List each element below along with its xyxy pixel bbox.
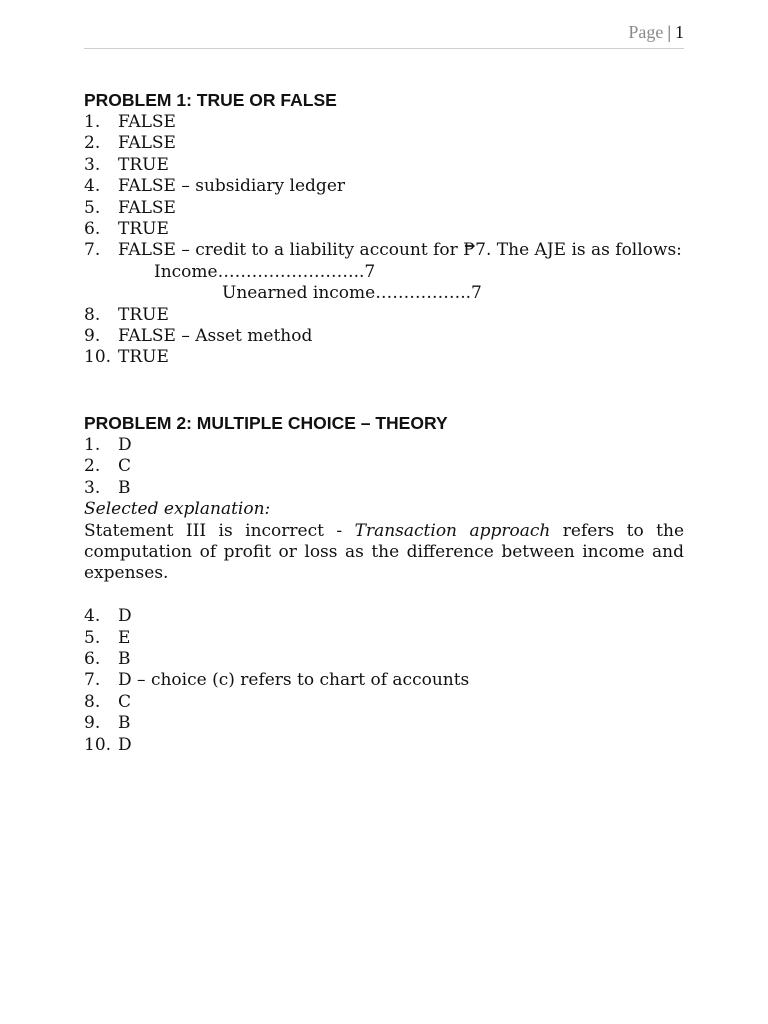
list-item — [84, 478, 684, 499]
item-text: D — [118, 606, 132, 627]
list-item — [84, 347, 684, 368]
item-text: FALSE — [118, 197, 176, 218]
list-item — [84, 133, 684, 154]
explanation-label: Selected explanation: — [84, 499, 271, 520]
item-number: 2. — [84, 133, 101, 154]
item-text: FALSE – credit to a liability account for ₱7. The AJE is as follows: — [118, 240, 682, 261]
list-item — [84, 219, 684, 240]
list-item — [84, 240, 684, 261]
item-number: 8. — [84, 304, 101, 325]
section-spacer — [84, 369, 684, 411]
item-number: 6. — [84, 648, 101, 669]
paragraph-spacer — [84, 585, 684, 606]
explanation-emphasis: Transaction approach — [354, 520, 551, 541]
item-text: C — [118, 691, 132, 712]
problem2-answers-part2 — [84, 606, 684, 756]
item-text: B — [118, 713, 131, 734]
item-number: 10. — [84, 734, 112, 755]
problem2-title: PROBLEM 2: MULTIPLE CHOICE – THEORY — [84, 412, 448, 433]
list-item — [84, 628, 684, 649]
problem1-answers — [84, 112, 684, 369]
item-number: 3. — [84, 477, 101, 498]
page-separator: | — [667, 22, 671, 42]
item-number: 6. — [84, 219, 101, 240]
problem2-answers-part1 — [84, 435, 684, 499]
item-text: FALSE – subsidiary ledger — [118, 176, 346, 197]
list-item — [84, 198, 684, 219]
problem1-title: PROBLEM 1: TRUE OR FALSE — [84, 90, 337, 110]
item-text: D — [118, 434, 132, 455]
list-item — [84, 176, 684, 197]
item-number: 5. — [84, 627, 101, 648]
item-text: TRUE — [118, 347, 169, 368]
aje-debit-line: Income……………………..7 — [154, 261, 376, 282]
item-text: TRUE — [118, 219, 169, 240]
list-item — [84, 112, 684, 133]
item-number: 3. — [84, 154, 101, 175]
page-header — [84, 22, 684, 49]
list-item — [84, 305, 684, 326]
item-number: 2. — [84, 456, 101, 477]
item-text: D – choice (c) refers to chart of accounts — [118, 670, 470, 691]
list-item — [84, 735, 684, 756]
item-number: 7. — [84, 240, 101, 261]
item-number: 1. — [84, 112, 101, 132]
explanation-text-1: Statement III is incorrect - — [84, 520, 355, 541]
item-number: 5. — [84, 197, 101, 218]
explanation-paragraph — [84, 521, 684, 585]
item-number: 1. — [84, 434, 101, 455]
item-text: D — [118, 734, 132, 755]
list-item — [84, 155, 684, 176]
list-item — [84, 435, 684, 456]
item-text: B — [118, 648, 131, 669]
item-number: 4. — [84, 176, 101, 197]
list-item — [84, 713, 684, 734]
item-number: 4. — [84, 606, 101, 627]
page-label: Page — [628, 22, 664, 42]
item-number: 10. — [84, 347, 112, 368]
list-item — [84, 692, 684, 713]
list-item — [84, 606, 684, 627]
item-number: 9. — [84, 713, 101, 734]
list-item — [84, 670, 684, 691]
item-number: 8. — [84, 691, 101, 712]
document-body — [84, 88, 684, 756]
item-text: B — [118, 477, 131, 498]
item-text: E — [118, 627, 131, 648]
item-text: TRUE — [118, 154, 169, 175]
item-text: FALSE — [118, 112, 176, 132]
list-item — [84, 649, 684, 670]
list-item — [84, 326, 684, 347]
item-text: TRUE — [118, 304, 169, 325]
item-text: FALSE — [118, 133, 176, 154]
aje-credit-line: Unearned income……………..7 — [222, 283, 482, 304]
item-text: C — [118, 456, 132, 477]
item-number: 7. — [84, 670, 101, 691]
item-number: 9. — [84, 326, 101, 347]
explanation-text-2: refers to the computation of profit or loss as the difference between income and expenses. — [84, 520, 685, 584]
item-text: FALSE – Asset method — [118, 326, 313, 347]
list-item — [84, 456, 684, 477]
page-number: 1 — [675, 22, 684, 42]
